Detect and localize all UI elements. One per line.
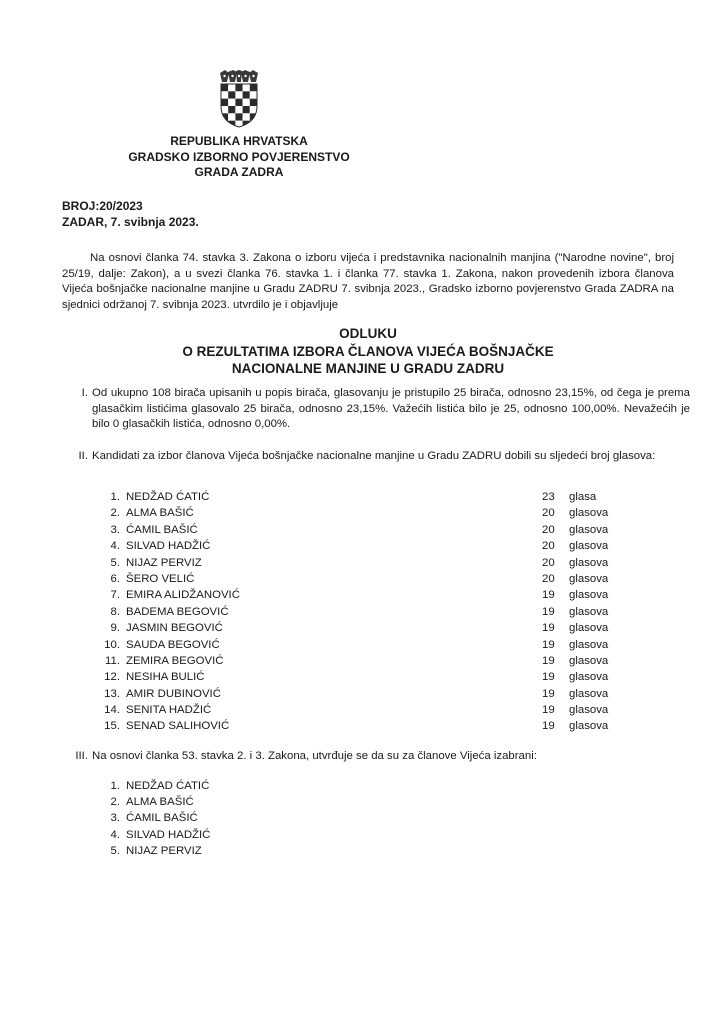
candidate-votes: 20 <box>542 507 555 520</box>
candidate-index: 9. <box>110 622 120 635</box>
decision-title <box>62 325 674 378</box>
candidate-votes: 20 <box>542 556 555 569</box>
candidate-votes: 23 <box>542 491 555 503</box>
title-line-2: O REZULTATIMA IZBORA ČLANOVA VIJEĆA BOŠNJAČKE <box>182 343 554 359</box>
candidate-votes: 19 <box>542 622 555 635</box>
elected-index: 5. <box>110 844 120 857</box>
intro-paragraph <box>62 251 674 313</box>
candidate-votes: 19 <box>542 654 555 667</box>
candidate-index: 14. <box>104 704 120 717</box>
candidate-index: 11. <box>105 654 120 667</box>
intro-text: Na osnovi članka 74. stavka 3. Zakona o izboru vijeća i predstavnika nacionalnih manjina ("Narodne novine", broj 25/19, dalje: Zakon), a u svezi članka 76. stavka 1. i članka 77. stavka 1. Zakona, nakon provedenih izbora članova Vijeća bošnjačke nacionalne manjine u Gradu ZADRU 7. svibnja 2023., Gradsko izborno povjerenstvo Grada ZADRA na sjednici održanoj 7. svibnja 2023. utvrdilo je i objavljuje <box>62 252 674 311</box>
candidate-name: ZEMIRA BEGOVIĆ <box>126 654 224 667</box>
candidate-name: SENAD SALIHOVIĆ <box>126 720 230 733</box>
issuer-header <box>120 134 358 181</box>
candidate-index: 6. <box>110 572 120 585</box>
document-number: BROJ:20/2023 <box>62 199 143 213</box>
candidate-name: ALMA BAŠIĆ <box>126 507 194 520</box>
candidate-index: 5. <box>110 556 120 569</box>
section-text: Na osnovi članka 53. stavka 2. i 3. Zakona, utvrđuje se da su za članove Vijeća izabrani: <box>92 750 537 762</box>
candidate-index: 7. <box>110 589 120 602</box>
candidate-index: 4. <box>110 540 120 553</box>
candidate-votes-unit: glasova <box>569 654 609 667</box>
candidate-votes: 19 <box>542 638 555 651</box>
candidate-votes-unit: glasa <box>569 491 597 503</box>
header-line-commission: GRADSKO IZBORNO POVJERENSTVO <box>128 149 350 164</box>
elected-index: 1. <box>110 780 120 792</box>
candidate-votes-unit: glasova <box>569 704 609 717</box>
section-number: III. <box>75 750 88 762</box>
section-number: I. <box>81 387 88 399</box>
candidate-votes: 19 <box>542 720 555 733</box>
candidate-votes: 19 <box>542 671 555 684</box>
candidate-name: AMIR DUBINOVIĆ <box>126 687 221 700</box>
candidate-name: JASMIN BEGOVIĆ <box>126 622 223 635</box>
candidate-votes-unit: glasova <box>569 589 609 602</box>
candidate-name: SILVAD HADŽIĆ <box>126 540 211 553</box>
header-line-country: REPUBLIKA HRVATSKA <box>170 134 308 148</box>
coat-of-arms-icon <box>216 70 262 128</box>
elected-name: NEDŽAD ĆATIĆ <box>126 780 210 792</box>
section-number: II. <box>78 450 88 462</box>
elected-index: 3. <box>110 812 120 825</box>
candidate-votes-unit: glasova <box>569 572 609 585</box>
candidate-name: NESIHA BULIĆ <box>126 671 205 684</box>
candidate-index: 8. <box>110 605 120 618</box>
title-line-3: NACIONALNE MANJINE U GRADU ZADRU <box>231 361 505 376</box>
elected-name: NIJAZ PERVIZ <box>126 844 202 857</box>
title-line-1: ODLUKU <box>339 326 397 341</box>
document-meta <box>62 199 199 230</box>
candidate-votes: 20 <box>542 523 555 536</box>
candidate-name: SAUDA BEGOVIĆ <box>126 638 220 651</box>
section-candidates-intro <box>62 449 674 481</box>
candidate-name: BADEMA BEGOVIĆ <box>126 605 229 618</box>
section-text: Kandidati za izbor članova Vijeća bošnjačke nacionalne manjine u Gradu ZADRU dobili su sljedeći broj glasova: <box>92 450 656 462</box>
candidate-votes-unit: glasova <box>569 671 609 684</box>
candidate-votes-unit: glasova <box>569 638 609 651</box>
candidate-name: ŠERO VELIĆ <box>126 572 195 585</box>
elected-name: ALMA BAŠIĆ <box>126 796 194 809</box>
candidate-name: EMIRA ALIDŽANOVIĆ <box>126 589 240 602</box>
candidate-index: 15. <box>104 720 120 733</box>
section-elected-intro <box>62 749 674 765</box>
candidate-index: 12. <box>104 671 120 684</box>
candidate-votes-unit: glasova <box>569 605 609 618</box>
candidate-votes-unit: glasova <box>569 507 609 520</box>
section-text: Od ukupno 108 birača upisanih u popis birača, glasovanju je pristupilo 25 birača, odnosno 23,15%, od čega je prema glasačkim listićima glasovalo 25 birača, odnosno 23,15%. Važećih listića bilo je 25, odnosno 100,00%. Nevažećih je bilo 0 glasačkih listića, odnosno 0,00%. <box>92 387 690 430</box>
candidate-name: NIJAZ PERVIZ <box>126 556 202 569</box>
candidate-votes-unit: glasova <box>569 556 609 569</box>
candidate-index: 3. <box>110 523 120 536</box>
section-turnout <box>62 386 690 434</box>
candidate-index: 2. <box>110 507 120 520</box>
candidate-index: 10. <box>104 638 120 651</box>
candidate-votes: 20 <box>542 540 555 553</box>
candidate-name: NEDŽAD ĆATIĆ <box>126 491 210 503</box>
candidate-votes: 19 <box>542 589 555 602</box>
document-date: ZADAR, 7. svibnja 2023. <box>62 214 199 229</box>
header-line-city: GRADA ZADRA <box>194 165 284 179</box>
candidate-votes: 19 <box>542 605 555 618</box>
candidate-votes: 19 <box>542 687 555 700</box>
candidate-votes-unit: glasova <box>569 720 609 733</box>
elected-name: SILVAD HADŽIĆ <box>126 828 211 841</box>
candidate-votes-unit: glasova <box>569 523 609 536</box>
elected-index: 2. <box>110 796 120 809</box>
candidate-votes-unit: glasova <box>569 622 609 635</box>
candidate-votes-unit: glasova <box>569 540 609 553</box>
candidate-votes: 20 <box>542 572 555 585</box>
candidate-index: 13. <box>104 687 120 700</box>
elected-name: ĆAMIL BAŠIĆ <box>126 812 198 825</box>
elected-index: 4. <box>110 828 120 841</box>
candidate-votes: 19 <box>542 704 555 717</box>
candidate-votes-unit: glasova <box>569 687 609 700</box>
candidate-index: 1. <box>110 491 120 503</box>
candidate-name: ĆAMIL BAŠIĆ <box>126 523 198 536</box>
candidate-name: SENITA HADŽIĆ <box>126 704 212 717</box>
